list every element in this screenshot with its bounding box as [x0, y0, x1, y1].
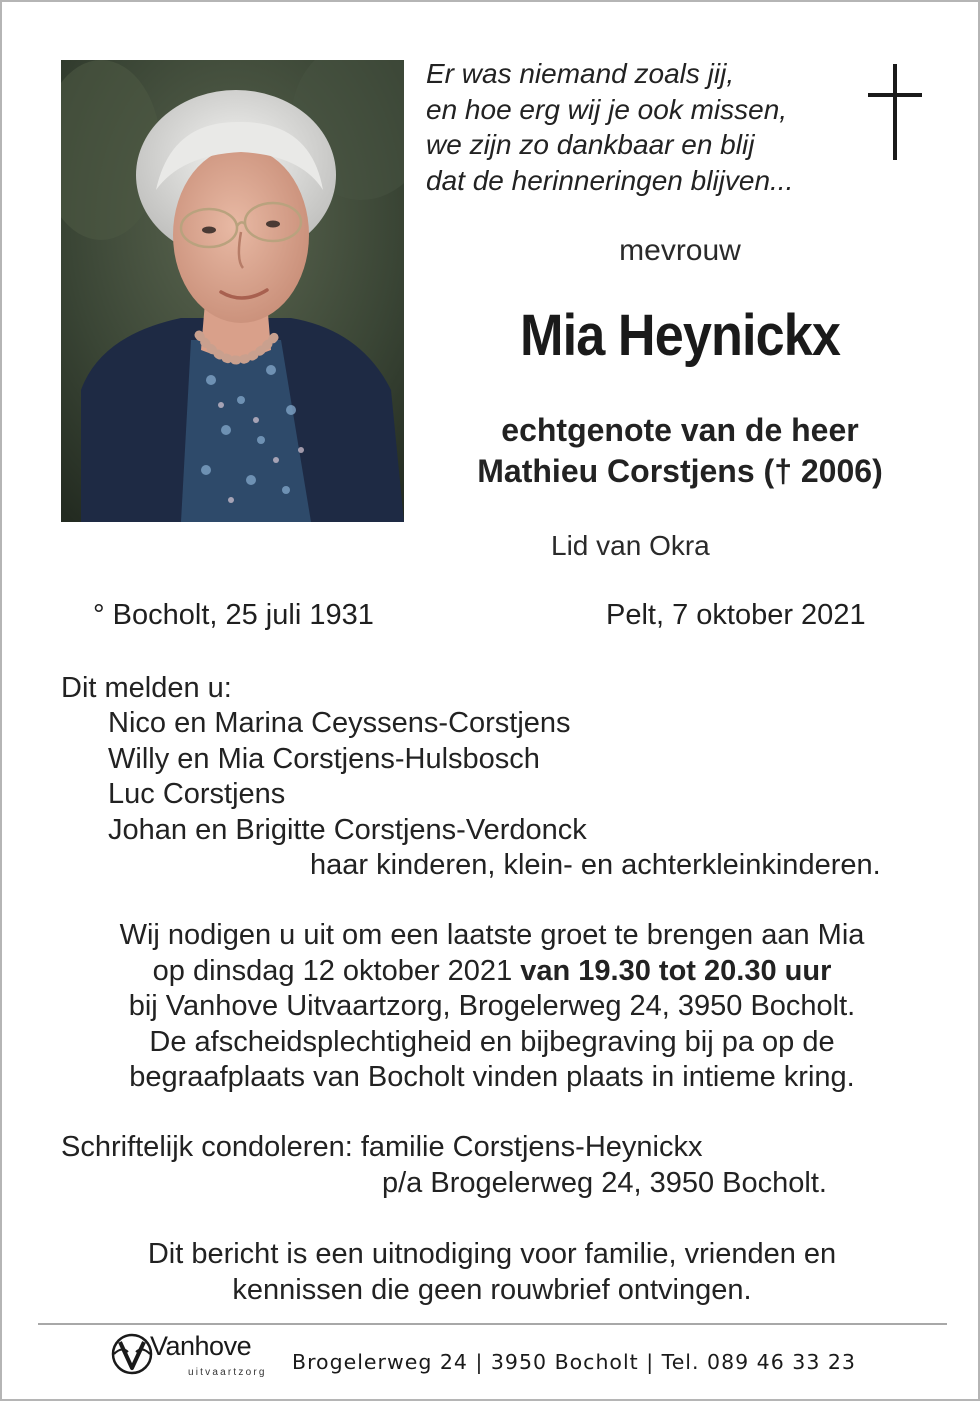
poem-line: we zijn zo dankbaar en blij: [426, 129, 755, 160]
invitation-line: De afscheidsplechtigheid en bijbegraving bij pa op de: [149, 1025, 835, 1058]
family-names-list: [108, 706, 587, 848]
poem-line: dat de herinneringen blijven...: [426, 164, 794, 196]
family-relation: haar kinderen, klein- en achterkleinkinderen.: [310, 849, 881, 881]
logo-name: Vanhove: [150, 1331, 252, 1361]
condolence-label: Schriftelijk condoleren: familie Corstjens-Heynickx: [61, 1131, 703, 1163]
portrait-illustration: [61, 60, 404, 522]
invitation-line: begraafplaats van Bocholt vinden plaats in intieme kring.: [129, 1061, 855, 1093]
logo-subtitle: uitvaartzorg: [188, 1367, 267, 1378]
footer-divider: [38, 1323, 947, 1325]
announcement-intro: Dit melden u:: [61, 672, 232, 704]
footer-contact: Brogelerweg 24 | 3950 Bocholt | Tel. 089 46 33 23: [292, 1350, 856, 1374]
membership: Lid van Okra: [551, 530, 710, 561]
notice: [62, 1237, 922, 1308]
family-name: Nico en Marina Ceyssens-Corstjens: [108, 707, 571, 739]
poem: [426, 56, 846, 198]
vanhove-logo-icon: [110, 1332, 154, 1376]
family-name: Luc Corstjens: [108, 778, 286, 810]
poem-line: Er was niemand zoals jij,: [426, 58, 735, 89]
spouse-line-1: echtgenote van de heer: [501, 412, 859, 448]
invitation-line: [62, 954, 922, 990]
invitation-line: Wij nodigen u uit om een laatste groet te brengen aan Mia: [119, 919, 865, 951]
notice-line: kennissen die geen rouwbrief ontvingen.: [232, 1273, 752, 1306]
invitation-date: op dinsdag 12 oktober 2021: [152, 954, 521, 987]
invitation-line: bij Vanhove Uitvaartzorg, Brogelerweg 24, 3950 Bocholt.: [128, 990, 856, 1022]
notice-line: Dit bericht is een uitnodiging voor familie, vrienden en: [147, 1238, 837, 1270]
family-name: Johan en Brigitte Corstjens-Verdonck: [108, 813, 587, 846]
family-name: Willy en Mia Corstjens-Hulsbosch: [108, 742, 540, 775]
condolence-address: p/a Brogelerweg 24, 3950 Bocholt.: [382, 1167, 827, 1199]
deceased-name: Mia Heynickx: [520, 303, 840, 368]
cross-icon: [868, 64, 922, 160]
death-info: Pelt, 7 oktober 2021: [606, 599, 866, 631]
invitation-time: van 19.30 tot 20.30 uur: [520, 954, 832, 987]
honorific: mevrouw: [619, 234, 741, 267]
spouse-info: [426, 410, 934, 492]
portrait-photo: [61, 60, 404, 522]
spouse-line-2: Mathieu Corstjens († 2006): [477, 453, 883, 489]
invitation: [62, 918, 922, 1096]
birth-info: ° Bocholt, 25 juli 1931: [93, 599, 374, 631]
poem-line: en hoe erg wij je ook missen,: [426, 93, 788, 125]
